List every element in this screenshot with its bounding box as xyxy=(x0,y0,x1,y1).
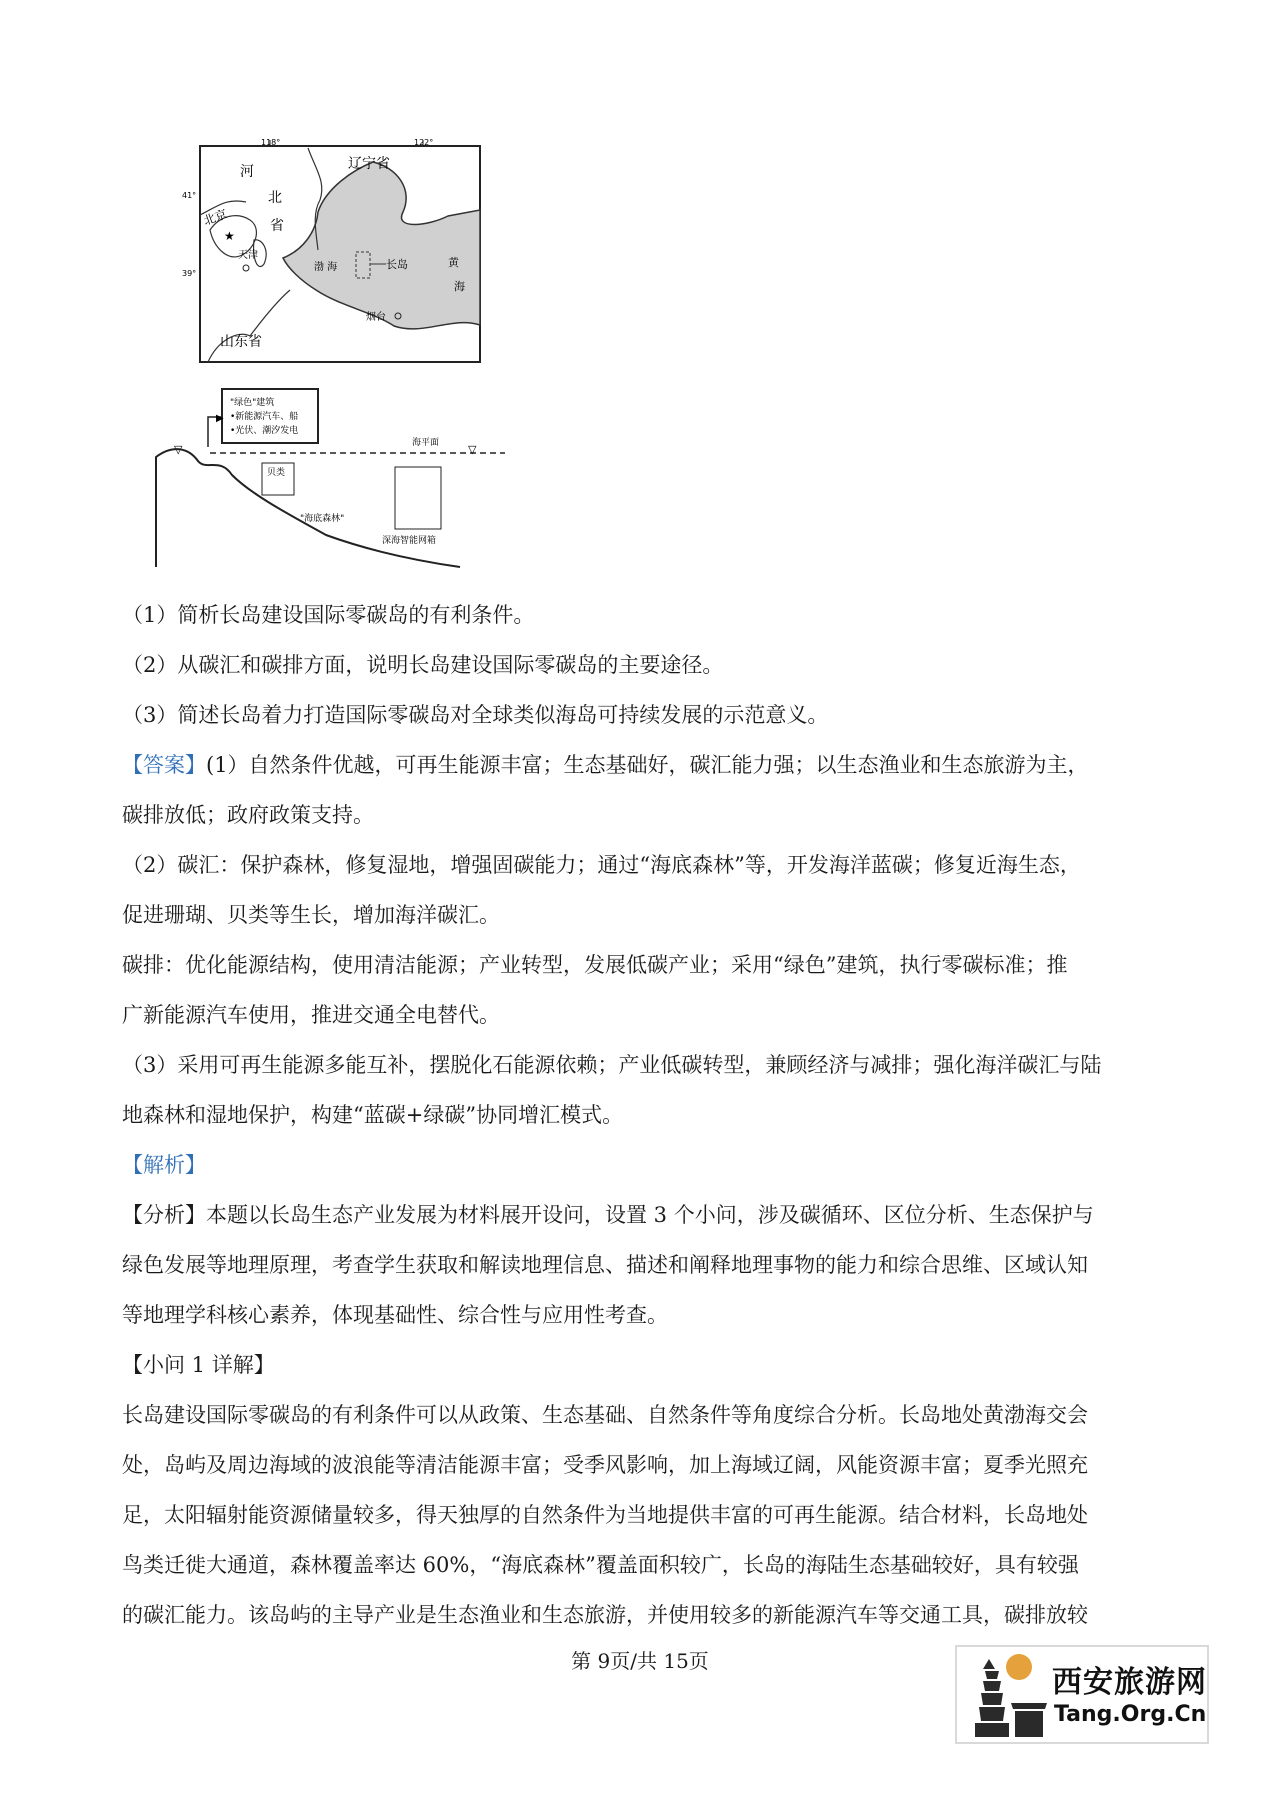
bohai-label: 渤 海 xyxy=(314,262,338,273)
detail1-a: 长岛建设国际零碳岛的有利条件可以从政策、生态基础、自然条件等角度综合分析。长岛地处黄渤海交会 xyxy=(122,1403,1088,1427)
watermark-title: 西安旅游网 xyxy=(1052,1665,1207,1700)
shandong-label: 山东省 xyxy=(220,334,262,350)
cage-label: 深海智能网箱 xyxy=(382,536,437,546)
answer-2c: 碳排：优化能源结构，使用清洁能源；产业转型，发展低碳产业；采用“绿色”建筑，执行零碳标准；推 xyxy=(122,953,1068,977)
hebei-label-1: 河 xyxy=(240,164,254,180)
detail1-b: 处，岛屿及周边海域的波浪能等清洁能源丰富；受季风影响，加上海域辽阔，风能资源丰富；夏季光照充 xyxy=(122,1453,1088,1477)
hebei-label-2: 北 xyxy=(268,190,282,206)
watermark-url: Tang.Org.Cn xyxy=(1054,1702,1207,1727)
answer-1a: (1）自然条件优越，可再生能源丰富；生态基础好，碳汇能力强；以生态渔业和生态旅游为主， xyxy=(206,753,1089,777)
changdao-label: 长岛 xyxy=(386,258,408,271)
analysis-tag: 【解析】 xyxy=(122,1153,206,1177)
hebei-label-3: 省 xyxy=(270,218,284,234)
fenxi-b: 绿色发展等地理原理，考查学生获取和解读地理信息、描述和阐释地理事物的能力和综合思维、区域认知 xyxy=(122,1253,1088,1277)
lat-41-label: 41° xyxy=(182,191,197,200)
answer-2d: 广新能源汽车使用，推进交通全电替代。 xyxy=(122,1003,500,1027)
fenxi-c: 等地理学科核心素养，体现基础性、综合性与应用性考查。 xyxy=(122,1303,668,1327)
beijing-star-icon: ★ xyxy=(224,229,235,243)
box-line-2: •新能源汽车、船 xyxy=(230,412,299,422)
answer-1b: 碳排放低；政府政策支持。 xyxy=(122,803,374,827)
tianjin-label: 天津 xyxy=(238,250,258,261)
document-body xyxy=(122,590,1167,1640)
huang-label: 黄 xyxy=(448,256,459,269)
box-line-3: •光伏、潮汐发电 xyxy=(230,426,299,436)
zero-carbon-diagram xyxy=(150,385,515,570)
fenxi-a: 【分析】本题以长岛生态产业发展为材料展开设问，设置 3 个小问，涉及碳循环、区位分析、生态保护与 xyxy=(122,1203,1094,1227)
question-1: （1）简析长岛建设国际零碳岛的有利条件。 xyxy=(122,603,535,627)
lon-118-label: 118° xyxy=(261,138,281,147)
detail1-d: 鸟类迁徙大通道，森林覆盖率达 60%，“海底森林”覆盖面积较广，长岛的海陆生态基础较好，具有较强 xyxy=(122,1553,1079,1577)
watermark-logo xyxy=(955,1645,1209,1744)
pagoda-icon xyxy=(959,1647,1051,1739)
arrow-icon: ▶ xyxy=(216,413,224,424)
page-footer: 第 9页/共 15页 xyxy=(571,1649,709,1673)
answer-2a: （2）碳汇：保护森林，修复湿地，增强固碳能力；通过“海底森林”等，开发海洋蓝碳；修复近海生态， xyxy=(122,853,1081,877)
sea-level-label: 海平面 xyxy=(412,438,440,448)
answer-3a: （3）采用可再生能源多能互补，摆脱化石能源依赖；产业低碳转型，兼顾经济与减排；强化海洋碳汇与陆 xyxy=(122,1053,1102,1077)
water-level-icon: ▽ xyxy=(174,443,183,456)
lat-39-label: 39° xyxy=(182,269,197,278)
answer-line-1 xyxy=(122,740,1167,790)
box-line-1: "绿色"建筑 xyxy=(230,398,275,408)
answer-3b: 地森林和湿地保护，构建“蓝碳+绿碳”协同增汇模式。 xyxy=(122,1103,624,1127)
answer-2b: 促进珊瑚、贝类等生长，增加海洋碳汇。 xyxy=(122,903,500,927)
liaoning-label: 辽宁省 xyxy=(348,156,390,172)
lon-122-label: 122° xyxy=(414,138,434,147)
question-3: （3）简述长岛着力打造国际零碳岛对全球类似海岛可持续发展的示范意义。 xyxy=(122,703,829,727)
question-2: （2）从碳汇和碳排方面，说明长岛建设国际零碳岛的主要途径。 xyxy=(122,653,724,677)
region-map xyxy=(182,138,483,365)
detail1-c: 足，太阳辐射能资源储量较多，得天独厚的自然条件为当地提供丰富的可再生能源。结合材料，长岛地处 xyxy=(122,1503,1088,1527)
shellfish-label: 贝类 xyxy=(267,468,286,478)
yantai-label: 烟台 xyxy=(366,312,386,323)
detail1-tag: 【小问 1 详解】 xyxy=(122,1353,275,1377)
detail1-e: 的碳汇能力。该岛屿的主导产业是生态渔业和生态旅游，并使用较多的新能源汽车等交通工具，碳排放较 xyxy=(122,1603,1088,1627)
seabed-forest-label: "海底森林" xyxy=(300,514,345,524)
hai-label: 海 xyxy=(454,280,465,293)
water-level-icon-right: ▽ xyxy=(468,443,477,456)
answer-tag: 【答案】 xyxy=(122,753,206,777)
beijing-label: 北京 xyxy=(201,206,229,229)
